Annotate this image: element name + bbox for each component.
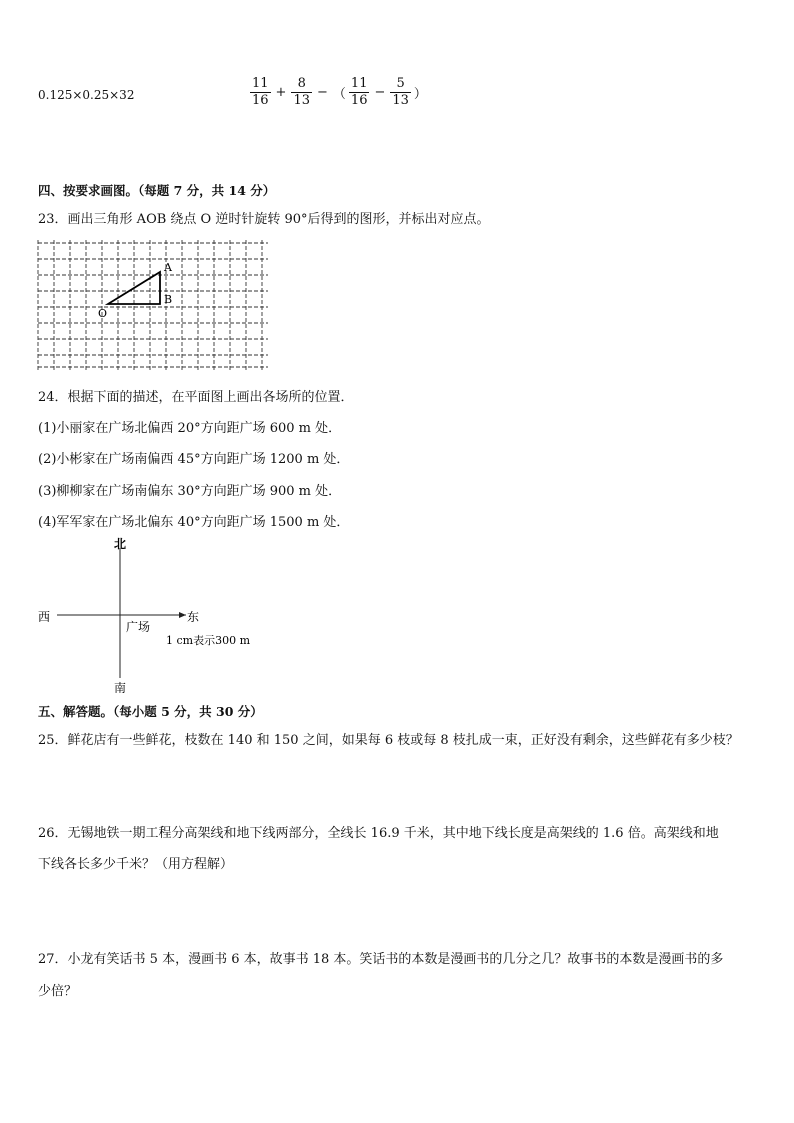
south-label: 南: [114, 681, 127, 695]
question-26-line-2: 下线各长多少千米？（用方程解）: [38, 857, 234, 872]
east-label: 东: [187, 610, 200, 624]
question-24-item: (3)柳柳家在广场南偏东 30°方向距广场 900 m 处．: [38, 484, 342, 499]
fraction: $\frac{8}{13}$: [293, 76, 310, 109]
grid-lines: [38, 240, 268, 370]
left-paren: （: [332, 87, 346, 103]
expression-1: 0.125×0.25×32: [38, 88, 135, 102]
expression-2: [250, 76, 427, 110]
label-o: O: [98, 307, 108, 320]
question-27-line-1: 27．小龙有笑话书 5 本，漫画书 6 本，故事书 18 本。笑话书的本数是漫画书的几分之几？故事书的本数是漫画书的多: [38, 952, 724, 967]
right-paren: ）: [413, 87, 427, 103]
compass-diagram: [30, 534, 280, 696]
rotation-grid: [36, 240, 272, 370]
fraction: $\frac{5}{13}$: [392, 76, 409, 109]
plus-sign: +: [275, 85, 287, 101]
question-23-text: 23．画出三角形 AOB 绕点 O 逆时针旋转 90°后得到的图形，并标出对应点。: [38, 212, 490, 227]
minus-sign: −: [317, 85, 328, 101]
north-label: 北: [114, 537, 127, 551]
fraction: $\frac{11}{16}$: [252, 76, 269, 109]
question-25-text: 25．鲜花店有一些鲜花，枝数在 140 和 150 之间，如果每 6 枝或每 8 枝扎成一束，正好没有剩余，这些鲜花有多少枝？: [38, 733, 739, 748]
question-24-text: 24．根据下面的描述，在平面图上画出各场所的位置．: [38, 390, 354, 405]
question-24-item: (2)小彬家在广场南偏西 45°方向距广场 1200 m 处．: [38, 452, 350, 467]
question-26-line-1: 26．无锡地铁一期工程分高架线和地下线两部分，全线长 16.9 千米，其中地下线长度是高架线的 1.6 倍。高架线和地: [38, 826, 719, 841]
arrow-east-icon: [179, 612, 186, 618]
label-b: B: [164, 293, 173, 306]
minus-sign: −: [374, 85, 386, 101]
question-27-line-2: 少倍？: [38, 984, 78, 999]
section-5-heading: 五、解答题。（每小题 5 分，共 30 分）: [38, 704, 263, 719]
scale-label: 1 cm表示300 m: [166, 634, 251, 647]
label-a: A: [164, 261, 172, 274]
square-label: 广场: [126, 620, 151, 634]
question-24-item: (1)小丽家在广场北偏西 20°方向距广场 600 m 处．: [38, 421, 342, 436]
question-24-item: (4)军军家在广场北偏东 40°方向距广场 1500 m 处．: [38, 515, 350, 530]
west-label: 西: [38, 610, 51, 624]
section-4-heading: 四、按要求画图。（每题 7 分，共 14 分）: [38, 183, 276, 198]
fraction: $\frac{11}{16}$: [350, 76, 368, 109]
